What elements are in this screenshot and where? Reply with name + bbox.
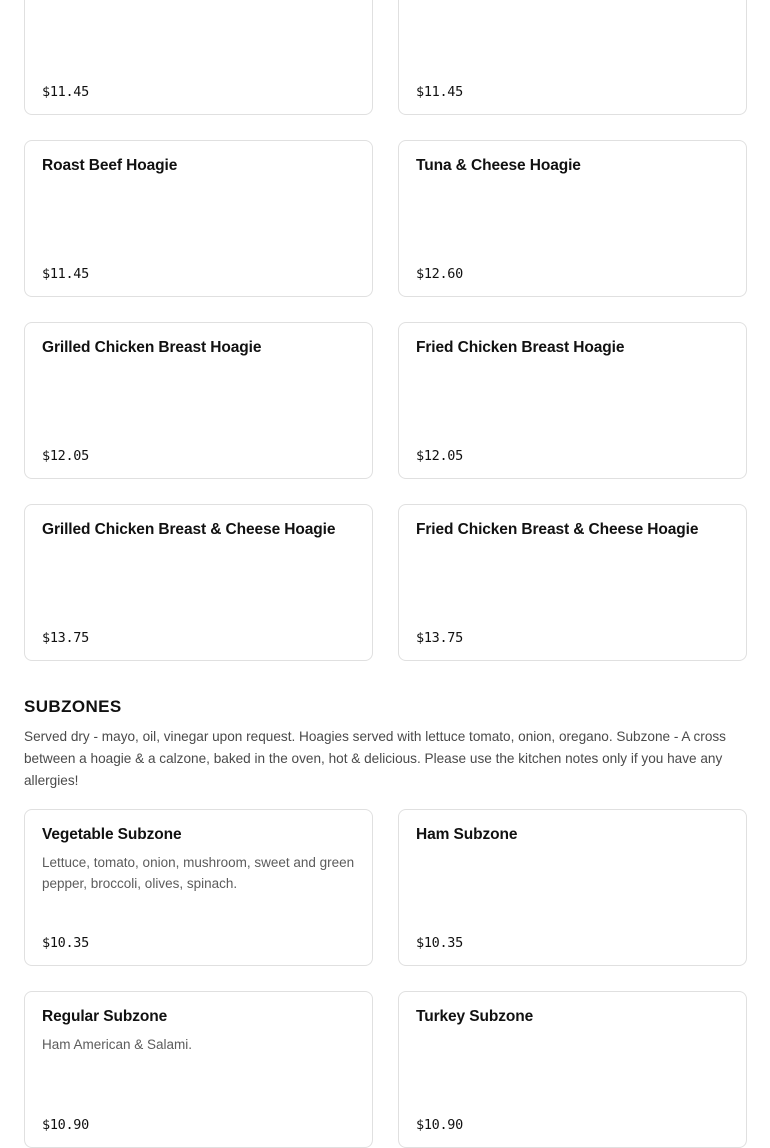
menu-item-name: Grilled Chicken Breast Hoagie	[42, 339, 262, 356]
menu-item-price: $12.05	[42, 448, 89, 464]
menu-item-card[interactable]	[24, 140, 373, 297]
menu-item-price: $13.75	[416, 630, 463, 646]
menu-item-card[interactable]	[398, 991, 747, 1148]
menu-item-name: Tuna & Cheese Hoagie	[416, 157, 581, 174]
menu-item-price: $10.35	[42, 935, 89, 952]
menu-item-card[interactable]	[398, 809, 747, 966]
menu-item-price: $10.35	[416, 935, 463, 952]
subzone-item-grid	[0, 809, 770, 1148]
menu-item-card[interactable]	[398, 140, 747, 297]
menu-item-name: Regular Subzone	[42, 1008, 168, 1026]
menu-item-description: Ham American & Salami.	[42, 1036, 193, 1052]
menu-item-card[interactable]	[398, 504, 747, 661]
menu-item-card[interactable]	[24, 809, 373, 966]
menu-item-name: Grilled Chicken Breast & Cheese Hoagie	[42, 521, 336, 538]
menu-item-card[interactable]	[398, 322, 747, 479]
menu-item-price: $11.45	[42, 266, 89, 282]
menu-item-name: Roast Beef Hoagie	[42, 157, 178, 174]
menu-item-description: Lettuce, tomato, onion, mushroom, sweet and green pepper, broccoli, olives, spinach.	[42, 854, 355, 891]
menu-item-price: $12.60	[416, 266, 463, 282]
menu-item-price: $12.05	[416, 448, 463, 464]
menu-item-card[interactable]	[24, 991, 373, 1148]
menu-item-price: $10.90	[416, 1117, 463, 1134]
menu-item-name: Ham Subzone	[416, 826, 518, 844]
menu-item-card[interactable]	[24, 0, 373, 115]
menu-item-price: $10.90	[42, 1117, 89, 1134]
menu-item-card[interactable]	[398, 0, 747, 115]
section-description: Served dry - mayo, oil, vinegar upon request. Hoagies served with lettuce tomato, onion, oregano. Subzone - A cross between a hoagie & a calzone, baked in the oven, hot & delicious. Please use the kitchen notes only if you have any allergies!	[24, 729, 726, 789]
menu-item-name: Turkey Subzone	[416, 1008, 534, 1026]
menu-item-name: Vegetable Subzone	[42, 826, 182, 844]
section-title: SUBZONES	[24, 697, 122, 716]
menu-item-card[interactable]	[24, 504, 373, 661]
subzones-section-header	[0, 697, 770, 792]
menu-item-card[interactable]	[24, 322, 373, 479]
menu-item-price: $11.45	[416, 84, 463, 100]
menu-item-price: $11.45	[42, 84, 89, 100]
menu-item-name: Fried Chicken Breast & Cheese Hoagie	[416, 521, 699, 538]
menu-item-price: $13.75	[42, 630, 89, 646]
menu-item-name: Fried Chicken Breast Hoagie	[416, 339, 625, 356]
